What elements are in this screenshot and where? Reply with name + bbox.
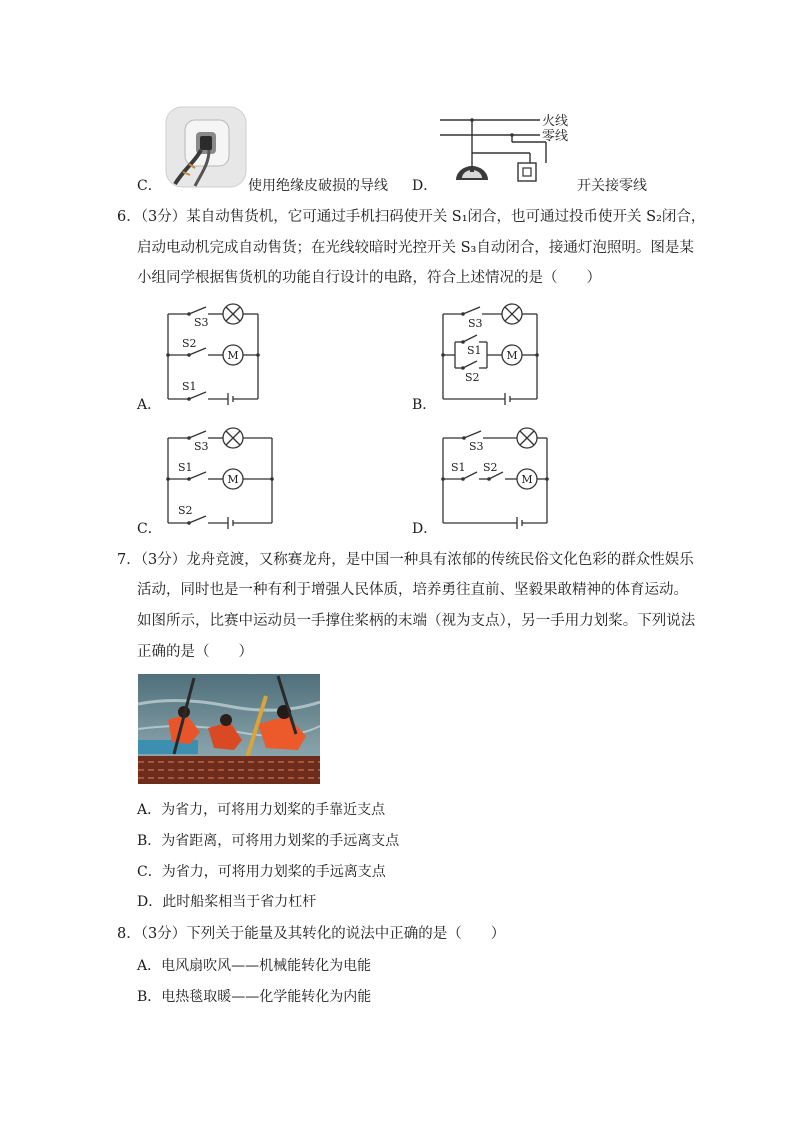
s3-label: S3 — [469, 440, 484, 453]
q5-option-d-text: 开关接零线 — [577, 178, 647, 194]
q6-option-a-label: A． — [137, 397, 162, 413]
motor-label: M — [506, 349, 518, 362]
motor-label: M — [227, 349, 239, 362]
q7-stem-line-1: 7．（3分）龙舟竞渡，又称赛龙舟，是中国一种具有浓郁的传统民俗文化色彩的群众性娱乐 — [117, 552, 694, 568]
s3-label: S3 — [194, 440, 209, 453]
q8-option-a: A．电风扇吹风——机械能转化为电能 — [137, 958, 372, 974]
circuit-c — [160, 424, 280, 532]
q6-stem-line-1: 6．（3分）某自动售货机，它可通过手机扫码使开关 S₁闭合，也可通过投币使开关 S₂闭合， — [117, 209, 706, 225]
q5-option-d-label: D． — [412, 178, 438, 194]
q5-option-c-label: C． — [137, 178, 162, 194]
switch-on-neutral-wire-diagram — [436, 108, 586, 190]
circuit-b — [435, 300, 547, 408]
s3-label: S3 — [194, 316, 209, 329]
circuit-d — [435, 424, 555, 532]
motor-label: M — [521, 473, 533, 486]
q7-option-a: A．为省力，可将用力划桨的手靠近支点 — [137, 802, 386, 818]
s1-label: S1 — [451, 461, 466, 474]
q7-option-d: D．此时船桨相当于省力杠杆 — [137, 894, 317, 910]
q6-stem-line-3: 小组同学根据售货机的功能自行设计的电路，符合上述情况的是（ ） — [137, 270, 601, 286]
q6-option-b-label: B． — [412, 397, 437, 413]
s1-label: S1 — [178, 461, 193, 474]
s3-label: S3 — [468, 317, 483, 330]
live-wire-label: 火线 — [542, 114, 569, 129]
q7-option-b: B．为省距离，可将用力划桨的手远离支点 — [137, 833, 400, 849]
s1-label: S1 — [182, 380, 197, 393]
q7-stem-line-2: 活动，同时也是一种有利于增强人民体质，培养勇往直前、坚毅果敢精神的体育运动。 — [137, 582, 688, 598]
neutral-wire-label: 零线 — [542, 129, 569, 144]
q6-option-d-label: D． — [412, 521, 438, 537]
s2-label: S2 — [182, 337, 197, 350]
q7-stem-line-3: 如图所示，比赛中运动员一手撑住桨柄的末端（视为支点），另一手用力划桨。下列说法 — [137, 613, 696, 629]
s2-label: S2 — [465, 371, 480, 384]
q6-option-c-label: C． — [137, 521, 162, 537]
q8-option-b: B．电热毯取暖——化学能转化为内能 — [137, 989, 372, 1005]
q7-stem-line-4: 正确的是（ ） — [137, 644, 253, 660]
s2-label: S2 — [483, 461, 498, 474]
damaged-socket-photo — [165, 106, 247, 188]
q8-stem-line-1: 8．（3分）下列关于能量及其转化的说法中正确的是（ ） — [117, 926, 506, 942]
dragon-boat-photo — [138, 674, 320, 784]
q5-option-c-text: 使用绝缘皮破损的导线 — [248, 178, 388, 194]
circuit-a — [160, 300, 270, 408]
q7-option-c: C．为省力，可将用力划桨的手远离支点 — [137, 864, 386, 880]
motor-label: M — [227, 473, 239, 486]
s2-label: S2 — [178, 504, 193, 517]
q6-stem-line-2: 启动电动机完成自动售货；在光线较暗时光控开关 S₃自动闭合，接通灯泡照明。图是某 — [137, 240, 694, 256]
s1-label: S1 — [467, 344, 482, 357]
